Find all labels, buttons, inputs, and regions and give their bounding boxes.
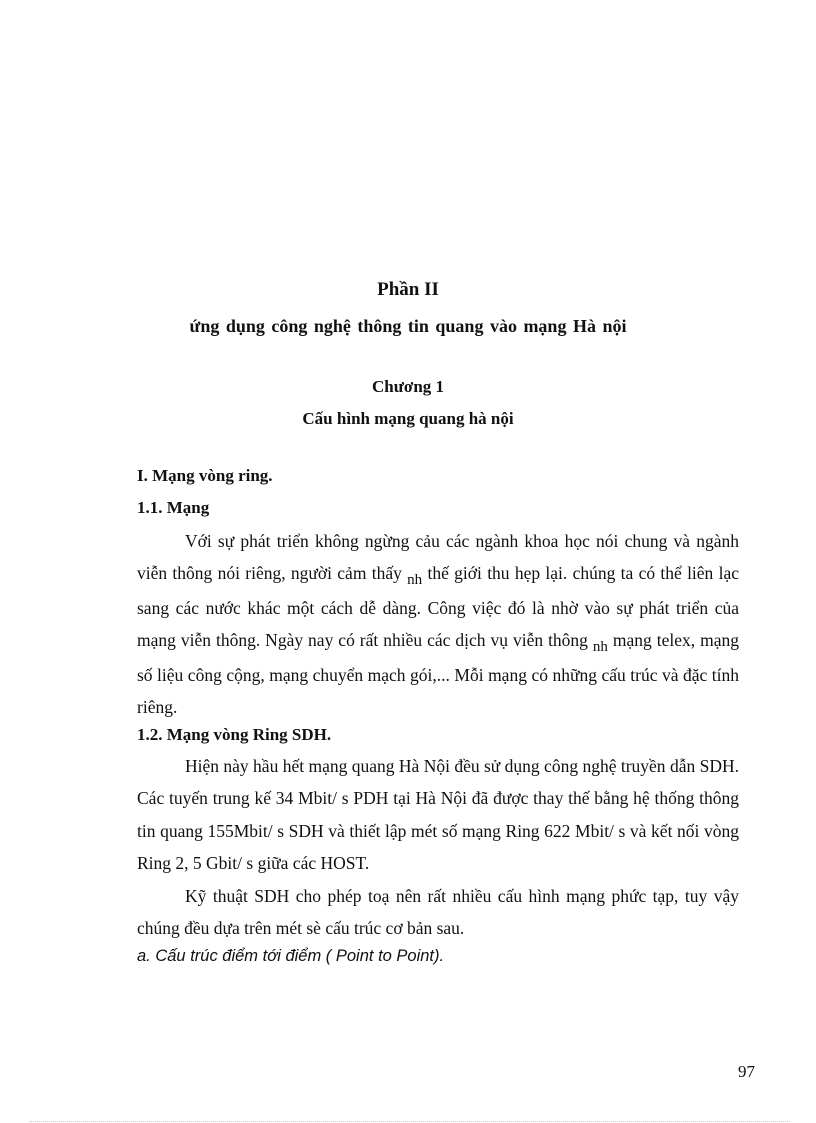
paragraph-sdh-1-text: Hiện này hầu hết mạng quang Hà Nội đều sử dụng công nghệ truyền dẫn SDH. Các tuyến trung kế 34 Mbit/ s PDH tại Hà Nội đã được thay thế bằng hệ thống thông tin quang 155Mbit/ s SDH và thiết lập mét số mạng Ring 622 Mbit/ s và kết nối vòng Ring 2, 5 Gbit/ s giữa các HOST. xyxy=(137,756,739,874)
page-number: 97 xyxy=(738,1062,755,1081)
nh-fragment: nh xyxy=(407,572,423,589)
paragraph-mang xyxy=(137,525,739,723)
chapter-subtitle: Cấu hình mạng quang hà nội xyxy=(302,409,514,428)
nh-fragment: nh xyxy=(592,639,608,656)
paragraph-sdh-2 xyxy=(137,880,739,945)
footer-divider xyxy=(30,1121,790,1122)
part-title: Phần II xyxy=(377,279,439,300)
section-heading-1-1: 1.1. Mạng xyxy=(137,498,210,517)
paragraph-mang-part3: mạng telex, mạng số liệu công cộng, mạng chuyển mạch gói,... Mỗi mạng có những cấu trúc và đặc tính riêng. xyxy=(137,630,740,718)
item-a-heading: a. Cấu trúc điểm tới điểm ( Point to Point). xyxy=(137,947,445,965)
part-subtitle: ứng dụng công nghệ thông tin quang vào mạng Hà nội xyxy=(189,316,627,336)
section-heading-1-2: 1.2. Mạng vòng Ring SDH. xyxy=(137,725,332,744)
paragraph-sdh-2-text: Kỹ thuật SDH cho phép toạ nên rất nhiều cấu hình mạng phức tạp, tuy vậy chúng đều dựa trên mét sè cấu trúc cơ bản sau. xyxy=(137,886,739,939)
chapter-title: Chương 1 xyxy=(371,377,445,396)
paragraph-mang-part2: thế giới thu hẹp lại. chúng ta có thể liên lạc sang các nước khác một cách dễ dàng. Công việc đó là nhờ vào sự phát triển của mạng viễn thông. Ngày nay có rất nhiều các dịch vụ viễn thông xyxy=(137,563,740,651)
section-heading-mang-vong-ring: I. Mạng vòng ring. xyxy=(137,466,273,485)
paragraph-mang-part1: Với sự phát triển không ngừng cảu các ngành khoa học nói chung và ngành viễn thông nói riêng, người cảm thấy xyxy=(137,531,739,584)
paragraph-sdh-1 xyxy=(137,750,739,880)
